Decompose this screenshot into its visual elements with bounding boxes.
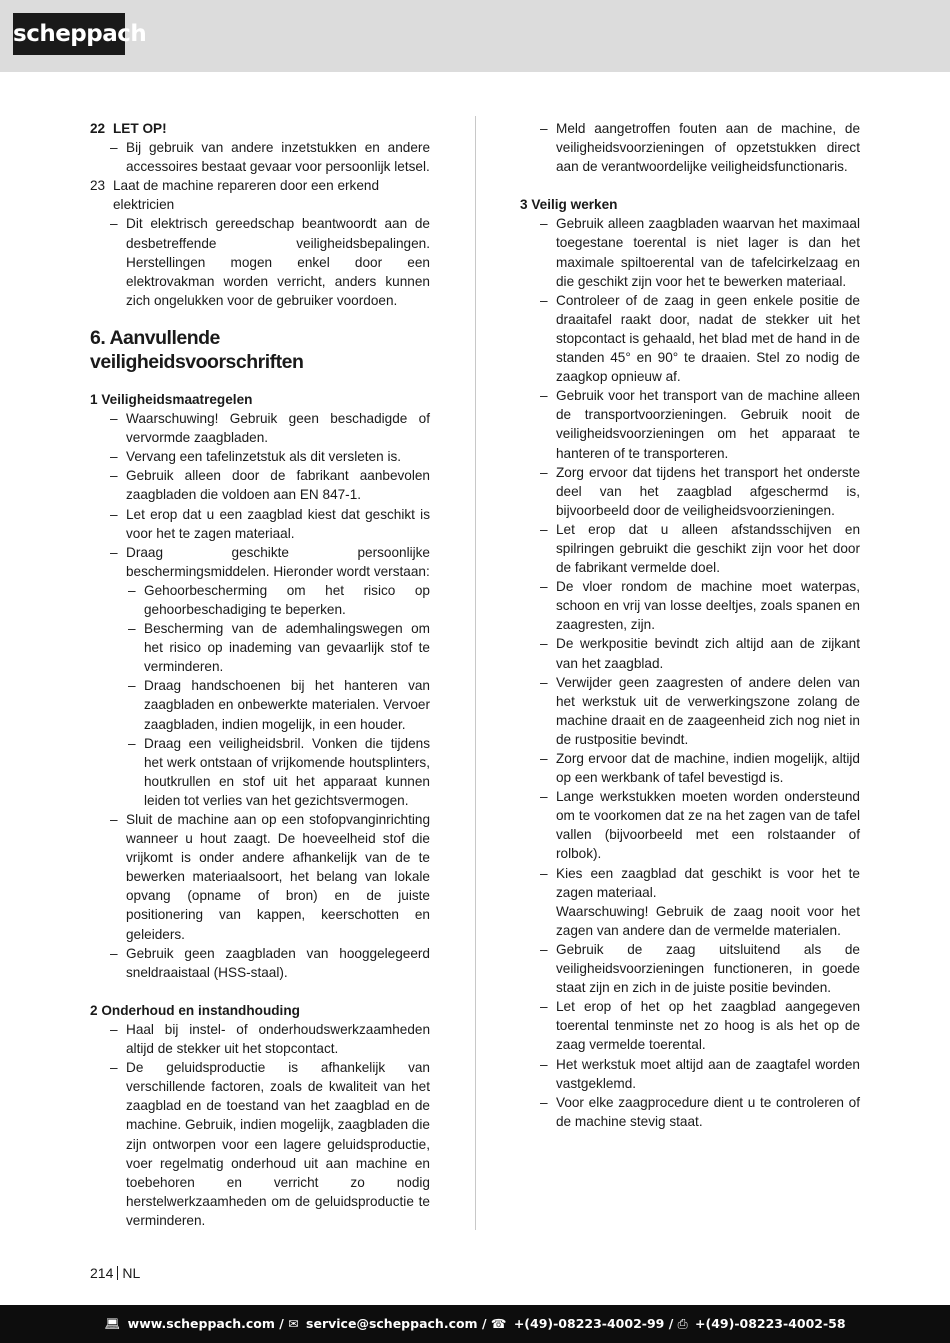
phone-number: +(49)-08223-4002-99 [513,1316,665,1331]
computer-icon: 💻︎ [104,1316,121,1331]
right-column [520,119,860,1131]
list-item: – Haal bij instel- of onderhoudswerkzaamheden altijd de stekker uit het stopcontact. [90,1020,430,1058]
sub-list-item: – Draag handschoenen bij het hanteren van zaagbladen en onbewerkte materialen. Vervoer zaagbladen, indien mogelijk, in een houder. [90,676,430,733]
item-23 [90,176,430,214]
list-item: – Gebruik alleen zaagbladen waarvan het maximaal toegestane toerental is niet lager is dan het maximale spiltoerental van de tafelcirkelzaag en die geschikt zijn voor het te bewerken materiaal. [520,214,860,290]
list-item: – Lange werkstukken moeten worden ondersteund om te voorkomen dat ze na het zagen van de tafel vallen (bijvoorbeeld met een rolstaander of rolbok). [520,787,860,863]
language-code: NL [122,1265,141,1281]
sub-list-item: – Bescherming van de ademhalingswegen om het risico op inademing van gevaarlijk stof te verminderen. [90,619,430,676]
list-item: – Controleer of de zaag in geen enkele positie de draaitafel raakt door, nadat de stekker uit het stopcontact is gehaald, het blad met de hand in de standen 45° en 90° te draaien. Stel zo nodig de zaagkop opnieuw af. [520,291,860,386]
list-item: – Sluit de machine aan op een stofopvanginrichting wanneer u hout zaagt. De hoeveelheid stof die vrijkomt is onder andere afhankelijk van de te bewerken materiaalsoort, het belang van lokale opvang (opname of bron) en de juiste positionering van kappen, keerschotten en geleiders. [90,810,430,944]
separator: / [481,1316,487,1331]
email-icon: ✉︎ [288,1316,299,1331]
list-item: – Gebruik geen zaagbladen van hooggelegeerd sneldraaistaal (HSS-staal). [90,944,430,982]
list-item: – Let erop dat u een zaagblad kiest dat geschikt is voor het te zagen materiaal. [90,505,430,543]
list-item: – Let erop of het op het zaagblad aangegeven toerental tenminste net zo hoog is als het op de zaag vermelde toerental. [520,997,860,1054]
warning-note: Waarschuwing! Gebruik de zaag nooit voor het zagen van andere dan de vermelde materialen. [556,903,860,938]
email-link[interactable]: service@scheppach.com [306,1316,478,1331]
separator: / [279,1316,284,1331]
list-item: – Waarschuwing! Gebruik geen beschadigde of vervormde zaagbladen. [90,409,430,447]
spacer [520,176,860,195]
section-heading: 2 Onderhoud en instandhouding [90,1002,300,1018]
spacer [90,982,430,1001]
phone-icon: ☎︎ [490,1316,507,1331]
header-bar [0,0,950,72]
item-22 [90,119,430,138]
fax-number: +(49)-08223-4002-58 [695,1316,846,1331]
fax-icon: ⎙ [677,1316,688,1331]
list-item: – Zorg ervoor dat de machine, indien mogelijk, altijd op een werkbank of tafel bevestigd is. [520,749,860,787]
contact-bar [0,1305,950,1343]
separator: / [668,1316,674,1331]
page-footer [90,1265,140,1281]
list-item: – Gebruik voor het transport van de machine alleen de transportvoorzieningen. Gebruik nooit de veiligheidsvoorzieningen om het apparaat te hanteren of te transporteren. [520,386,860,462]
list-item: – De geluidsproductie is afhankelijk van verschillende factoren, zoals de kwaliteit van het zaagblad en de toestand van het zaagblad en de machine. Gebruik, indien mogelijk, zaagbladen die zijn ontworpen voor een lagere geluidsproductie, voer regelmatig onderhoud uit aan machine en toebehoren en verricht zo nodig herstelwerkzaamheden om de geluidsproductie te verminderen. [90,1058,430,1230]
brand-logo: scheppach [13,13,125,55]
section-heading: 3 Veilig werken [520,197,618,213]
item-title: Laat de machine repareren door een erkend elektricien [113,178,380,213]
item-number: 23 [90,178,106,194]
list-item: – Gebruik de zaag uitsluitend als de veiligheidsvoorzieningen functioneren, in goede staat zijn en zich in de juiste positie bevinden. [520,940,860,997]
list-item: – Verwijder geen zaagresten of andere delen van het werkstuk uit de verwerkingszone zolang de machine draait en de zaageenheid zich nog niet in de rustpositie bevindt. [520,673,860,749]
list-item: – Let erop dat u alleen afstandsschijven en spilringen gebruikt die geschikt zijn voor het door de fabrikant vermelde doel. [520,520,860,577]
sub-list-item: – Draag een veiligheidsbril. Vonken die tijdens het werk ontstaan of vrijkomende houtsplinters, houtkrullen en stof uit het apparaat kunnen leiden tot verlies van het gezichtsvermogen. [90,734,430,810]
page-number: 214 [90,1265,114,1281]
sub-list-item: – Gehoorbescherming om het risico op gehoorbeschadiging te beperken. [90,581,430,619]
list-item: – Dit elektrisch gereedschap beantwoordt aan de desbetreffende veiligheidsbepalingen. Herstellingen mogen enkel door een elektrovakman worden verricht, anders kunnen zich ongelukken voor de gebruiker voordoen. [90,214,430,309]
item-number: 22 [90,121,106,136]
chapter-heading: 6. Aanvullende veiligheidsvoorschriften [90,326,304,373]
divider [117,1266,118,1280]
list-item: – Voor elke zaagprocedure dient u te controleren of de machine stevig staat. [520,1093,860,1131]
column-divider [475,116,476,1230]
list-item: – Gebruik alleen door de fabrikant aanbevolen zaagbladen die voldoen aan EN 847-1. [90,466,430,504]
list-item: – Zorg ervoor dat tijdens het transport het onderste deel van het zaagblad afgeschermd is, bijvoorbeeld door de veiligheidsvoorzieningen. [520,463,860,520]
website-link[interactable]: www.scheppach.com [127,1316,275,1331]
list-item: – Vervang een tafelinzetstuk als dit versleten is. [90,447,430,466]
list-item: – De vloer rondom de machine moet waterpas, schoon en vrij van losse deeltjes, zoals spanen en zaagresten, zijn. [520,577,860,634]
item-title: LET OP! [113,121,167,136]
list-item: – Kies een zaagblad dat geschikt is voor het te zagen materiaal. [520,864,860,902]
left-column [90,119,430,1230]
list-item: – Bij gebruik van andere inzetstukken en andere accessoires bestaat gevaar voor persoonlijk letsel. [90,138,430,176]
list-item: – Meld aangetroffen fouten aan de machine, de veiligheidsvoorzieningen of opzetstukken direct aan de verantwoordelijke veiligheidsfunctionaris. [520,119,860,176]
list-item: – Draag geschikte persoonlijke beschermingsmiddelen. Hieronder wordt verstaan: [90,543,430,581]
list-item: – De werkpositie bevindt zich altijd aan de zijkant van het zaagblad. [520,634,860,672]
list-item: – Het werkstuk moet altijd aan de zaagtafel worden vastgeklemd. [520,1055,860,1093]
section-heading: 1 Veiligheidsmaatregelen [90,391,253,407]
